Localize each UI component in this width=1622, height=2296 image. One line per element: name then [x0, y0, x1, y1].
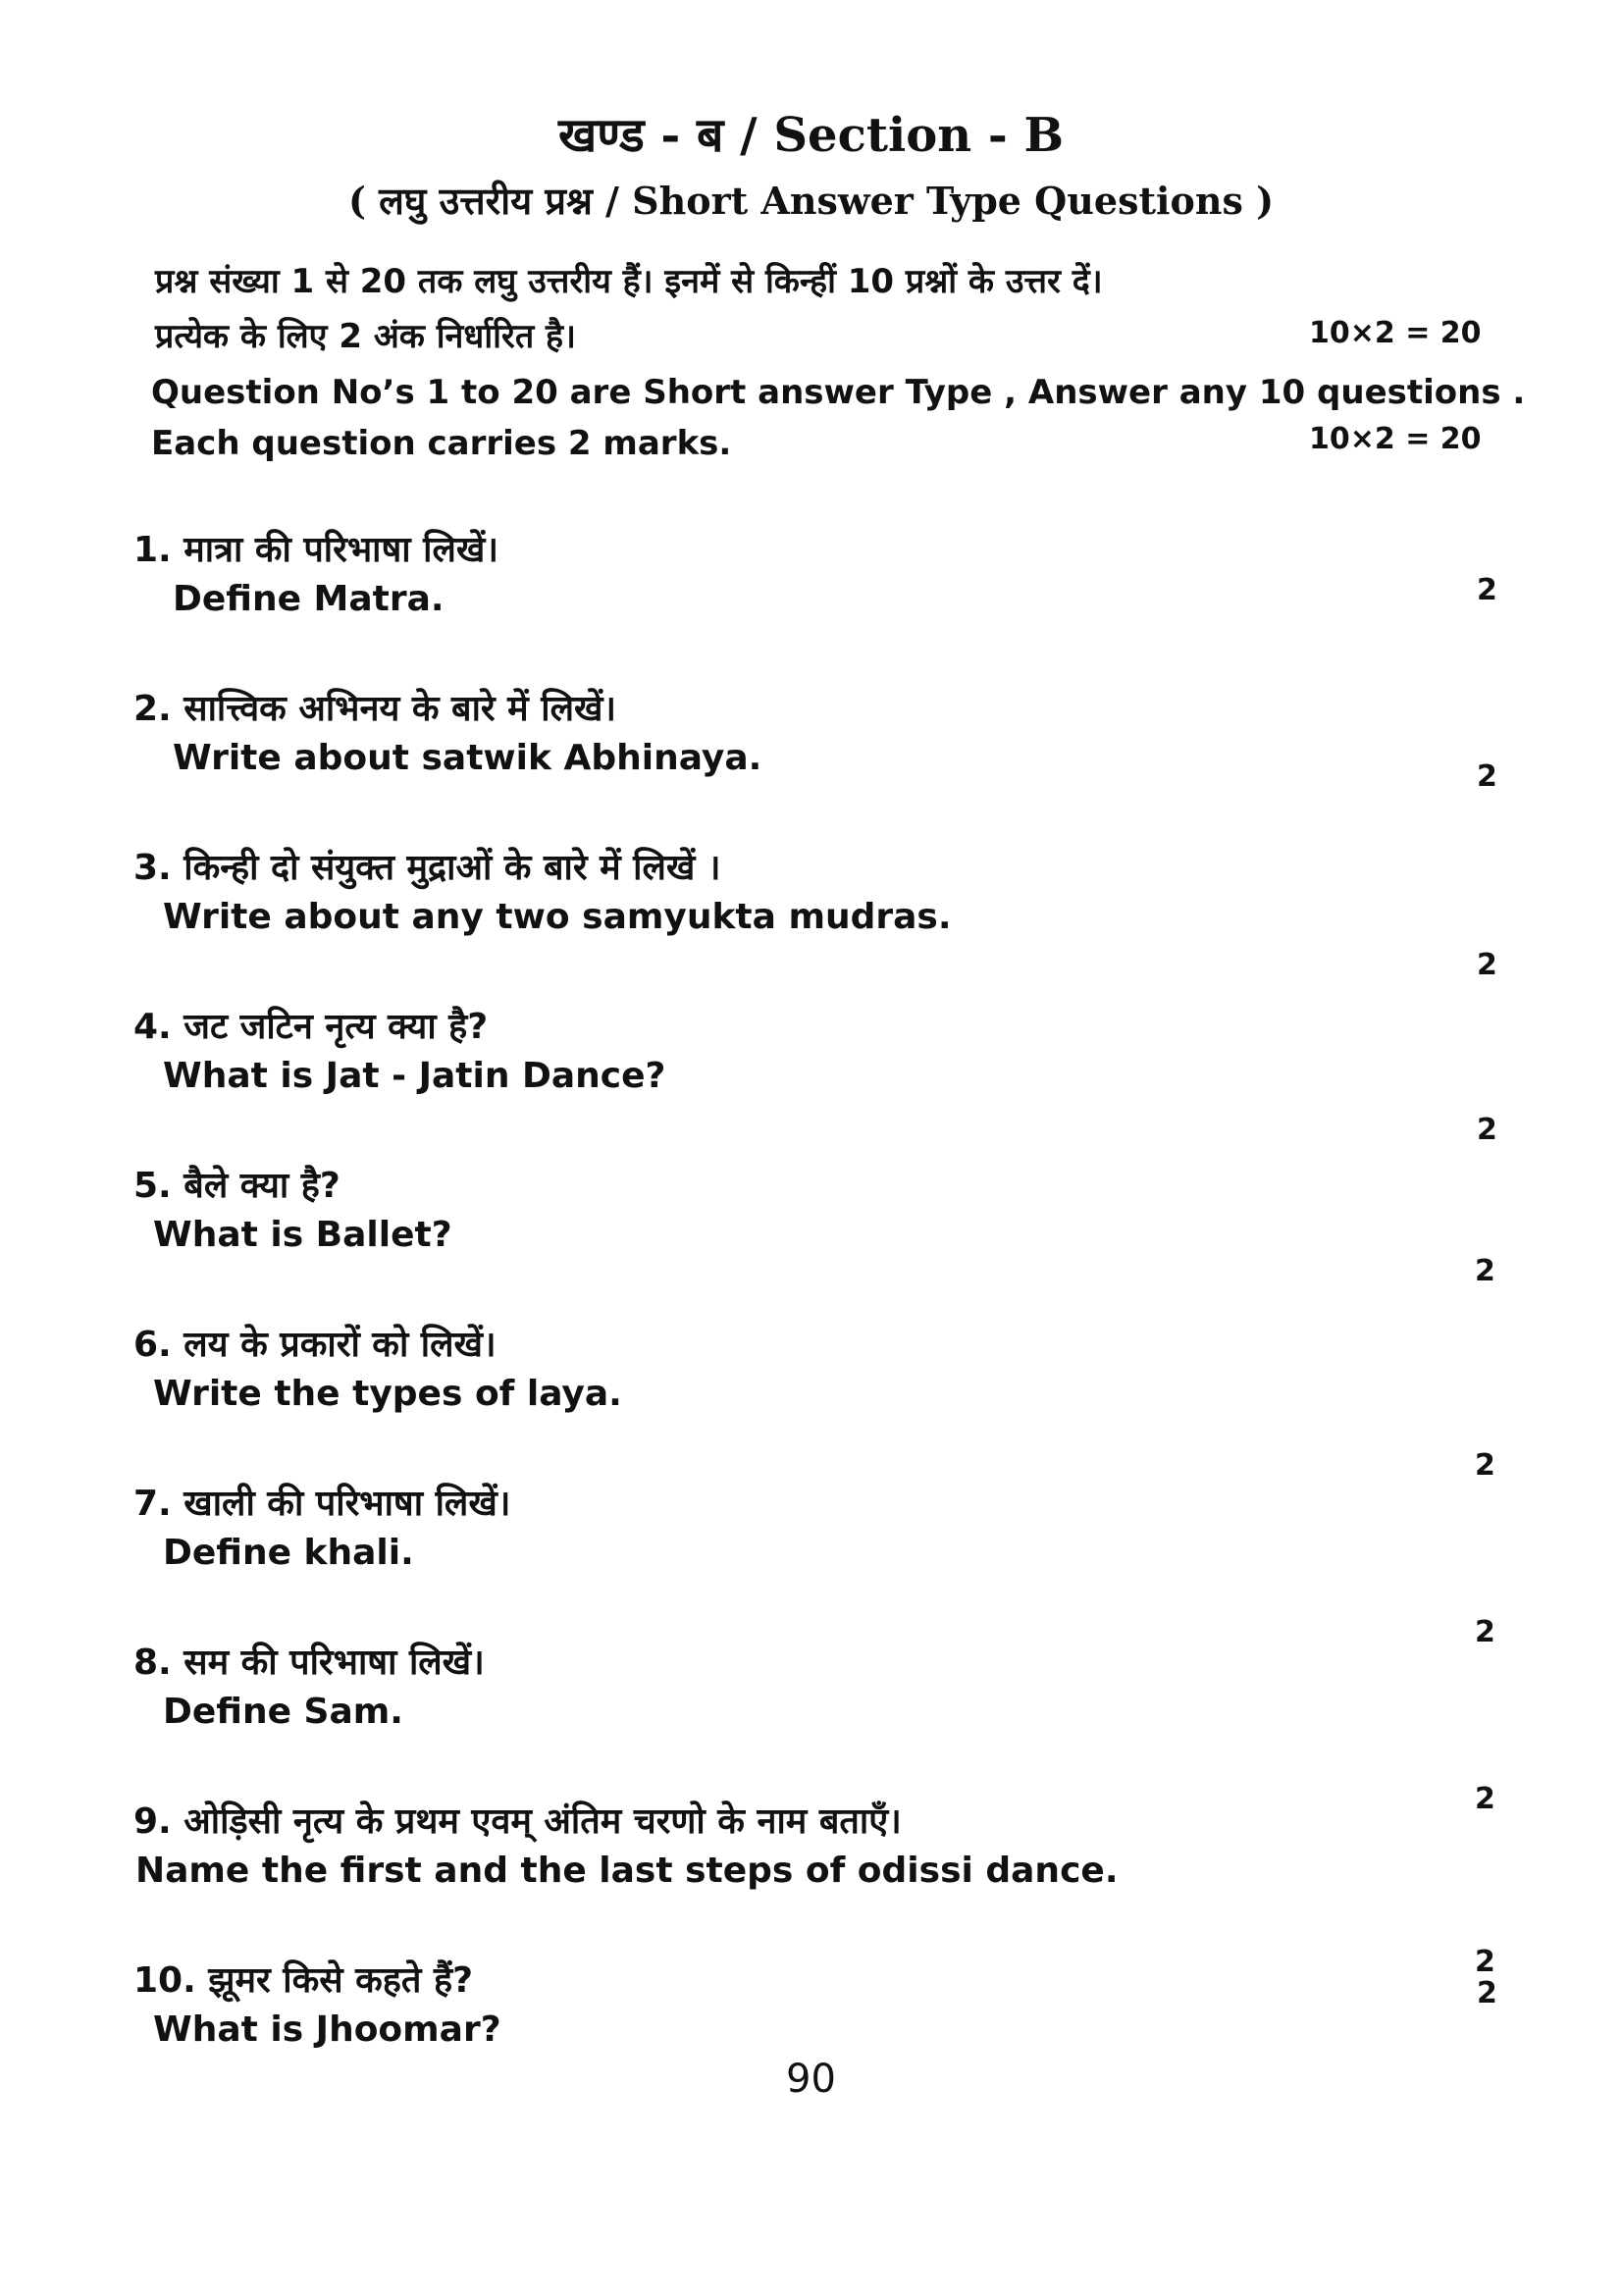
section-subtitle: ( लघु उत्तरीय प्रश्न / Short Answer Type Questions )	[347, 179, 1275, 223]
question-7-marks: 2	[1475, 1615, 1495, 1649]
question-6-marks: 2	[1475, 1448, 1495, 1483]
question-7-hindi: 7. खाली की परिभाषा लिखें।	[133, 1484, 511, 1524]
section-title: खण्ड - ब / Section - B	[557, 108, 1065, 163]
question-5-marks: 2	[1475, 1254, 1495, 1288]
question-5-hindi: 5. बैले क्या है?	[133, 1166, 340, 1206]
question-10-marks: 2	[1477, 1976, 1497, 2010]
question-9-english: Name the first and the last steps of odissi dance.	[135, 1851, 1119, 1891]
question-2-hindi: 2. सात्त्विक अभिनय के बारे में लिखें।	[133, 689, 617, 729]
question-1-english: Define Matra.	[173, 579, 445, 619]
question-6-english: Write the types of laya.	[153, 1374, 622, 1414]
instruction-english-marks: 10×2 = 20	[1309, 422, 1482, 456]
question-3-hindi: 3. किन्ही दो संयुक्त मुद्राओं के बारे में लिखें ।	[133, 848, 721, 888]
question-4-english: What is Jat - Jatin Dance?	[163, 1056, 666, 1096]
question-8-marks: 2	[1475, 1782, 1495, 1816]
question-3-marks: 2	[1477, 948, 1497, 982]
page-number: 90	[786, 2057, 836, 2102]
question-10-hindi: 10. झूमर किसे कहते हैं?	[133, 1960, 473, 2001]
question-1-marks: 2	[1477, 573, 1497, 607]
question-3-english: Write about any two samyukta mudras.	[163, 897, 952, 937]
question-6-hindi: 6. लय के प्रकारों को लिखें।	[133, 1325, 497, 1365]
question-9-hindi: 9. ओड़िसी नृत्य के प्रथम एवम् अंतिम चरणो के नाम बताएँ।	[133, 1801, 902, 1842]
instruction-hindi-line1: प्रश्न संख्या 1 से 20 तक लघु उत्तरीय हैं। इनमें से किन्हीं 10 प्रश्नों के उत्तर दें।	[155, 262, 1103, 301]
instruction-hindi-line2: प्रत्येक के लिए 2 अंक निर्धारित है।	[155, 317, 576, 356]
question-10-english: What is Jhoomar?	[153, 2009, 501, 2050]
question-4-marks: 2	[1477, 1113, 1497, 1147]
question-5-english: What is Ballet?	[153, 1215, 452, 1255]
question-2-marks: 2	[1477, 759, 1497, 794]
question-1-hindi: 1. मात्रा की परिभाषा लिखें।	[133, 530, 498, 570]
question-7-english: Define khali.	[163, 1533, 414, 1573]
instruction-hindi-marks: 10×2 = 20	[1309, 316, 1482, 350]
question-2-english: Write about satwik Abhinaya.	[173, 738, 762, 778]
question-8-hindi: 8. सम की परिभाषा लिखें।	[133, 1643, 485, 1683]
instruction-english-line2: Each question carries 2 marks.	[151, 424, 732, 463]
question-8-english: Define Sam.	[163, 1692, 403, 1732]
question-9-marks: 2	[1475, 1945, 1495, 1979]
instruction-english-line1: Question No’s 1 to 20 are Short answer Type , Answer any 10 questions .	[151, 373, 1526, 412]
question-4-hindi: 4. जट जटिन नृत्य क्या है?	[133, 1007, 489, 1047]
